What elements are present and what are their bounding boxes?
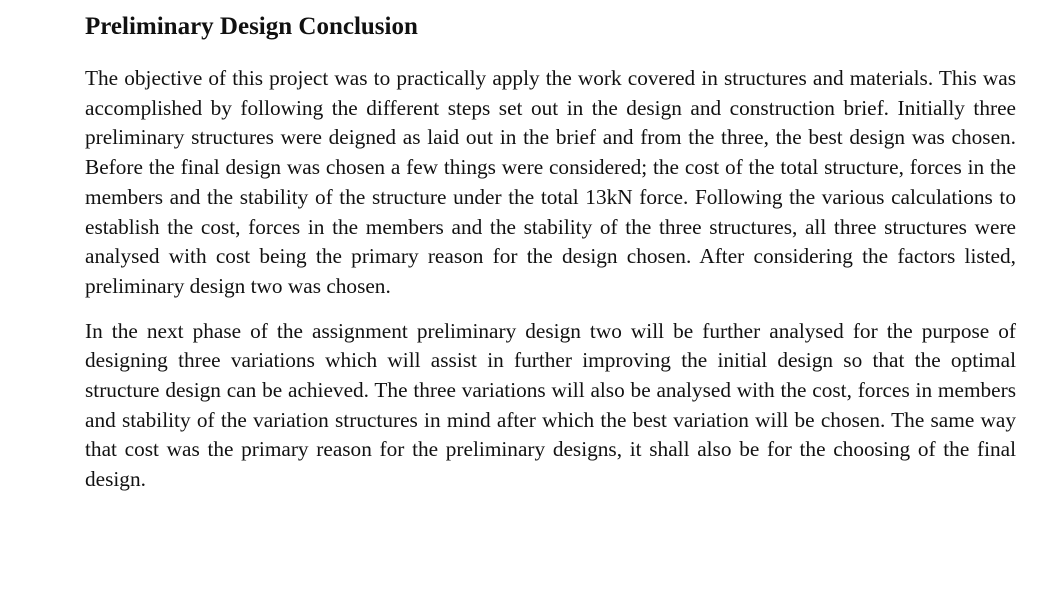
paragraph-2: In the next phase of the assignment preliminary design two will be further analysed for the purpose of designing three variations which will assist in further improving the initial design so that the optimal structure design can be achieved. The three variations will also be analysed with the cost, forces in members and stability of the variation structures in mind after which the best variation will be chosen. The same way that cost was the primary reason for the preliminary designs, it shall also be for the choosing of the final design. — [85, 318, 1016, 492]
document-page — [85, 8, 1016, 510]
section-heading: Preliminary Design Conclusion — [85, 13, 418, 40]
paragraph-1: The objective of this project was to practically apply the work covered in structures and materials. This was accomplished by following the different steps set out in the design and construction brief. Initially three preliminary structures were deigned as laid out in the brief and from the three, the best design was chosen. Before the final design was chosen a few things were considered; the cost of the total structure, forces in the members and the stability of the structure under the total 13kN force. Following the various calculations to establish the cost, forces in the members and the stability of the three structures, all three structures were analysed with cost being the primary reason for the design chosen. After considering the factors listed, preliminary design two was chosen. — [85, 66, 1016, 298]
